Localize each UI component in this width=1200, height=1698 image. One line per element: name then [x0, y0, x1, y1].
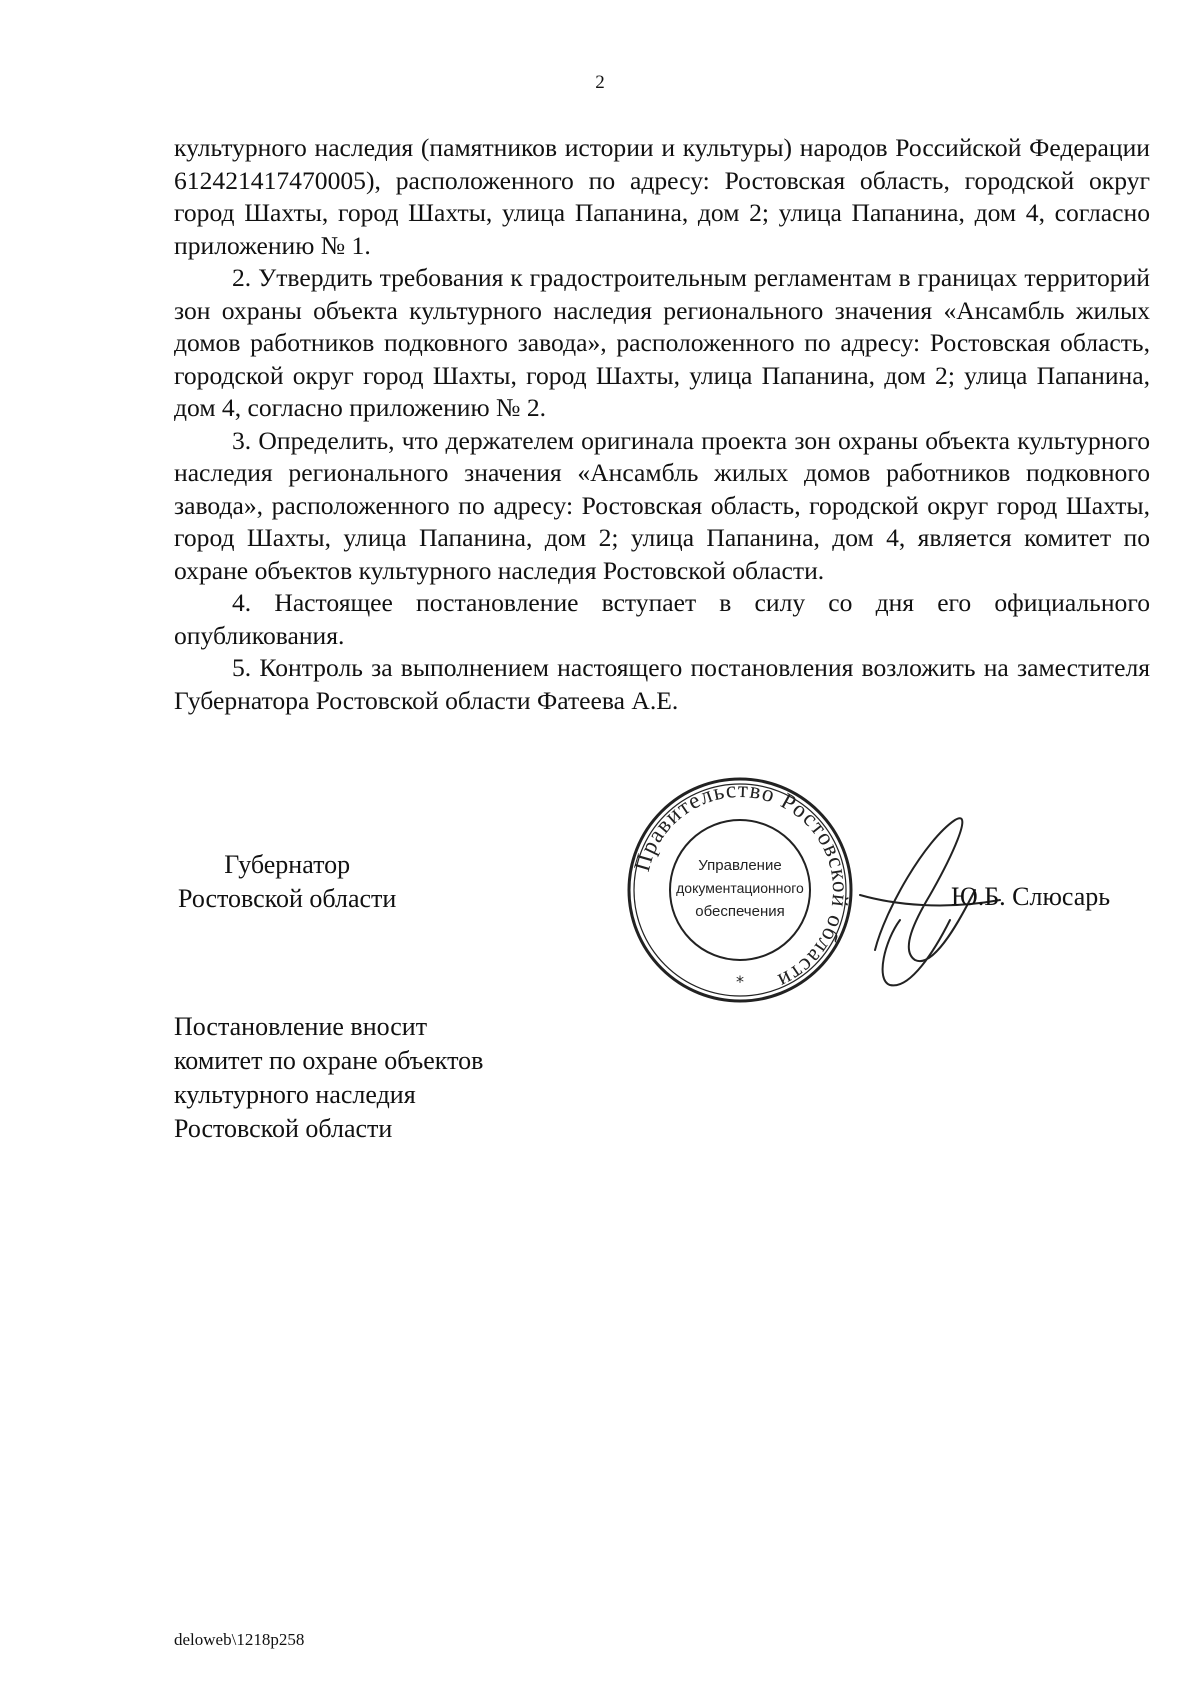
- introduced-by: [174, 1010, 483, 1146]
- signatory-title-line1: Губернатор: [224, 850, 351, 879]
- seal-inner-line2: документационного: [676, 880, 804, 896]
- official-seal-stamp: [625, 775, 855, 1005]
- paragraph-item-5: 5. Контроль за выполнением настоящего постановления возложить на заместителя Губернатора Ростовской области Фатеева А.Е.: [174, 653, 1150, 715]
- signatory-name: Ю.Б. Слюсарь: [951, 882, 1111, 911]
- document-code: deloweb\1218p258: [174, 1630, 305, 1649]
- paragraph-item-3: 3. Определить, что держателем оригинала проекта зон охраны объекта культурного наследия регионального значения «Ансамбль жилых домов работников подковного завода», расположенного по адресу: Ростовская область, городской округ город Шахты, город Шахты, улица Папанина, дом 2; улица Папанина, дом 4, является комитет по охране объектов культурного наследия Ростовской области.: [174, 425, 1150, 585]
- seal-star: *: [736, 972, 744, 991]
- seal-inner-line1: Управление: [698, 857, 782, 874]
- seal-outer-text: Правительство Ростовской области: [629, 776, 854, 995]
- signatory-title: [178, 848, 396, 916]
- introduced-by-line3: культурного наследия: [174, 1080, 416, 1109]
- signatory-title-line2: Ростовской области: [178, 884, 397, 913]
- page-number: 2: [595, 72, 605, 93]
- seal-inner-line3: обеспечения: [695, 903, 785, 920]
- paragraph-item-2: 2. Утвердить требования к градостроительным регламентам в границах территорий зон охраны объекта культурного наследия регионального значения «Ансамбль жилых домов работников подковного завода», расположенного по адресу: Ростовская область, городской округ город Шахты, город Шахты, улица Папанина, дом 2; улица Папанина, дом 4, согласно приложению № 2.: [174, 263, 1150, 422]
- document-body: [174, 132, 1150, 717]
- introduced-by-line1: Постановление вносит: [174, 1012, 428, 1041]
- paragraph-continuation: культурного наследия (памятников истории и культуры) народов Российской Федерации 612421417470005), расположенного по адресу: Ростовская область, городской округ город Шахты, город Шахты, улица Папанина, дом 2; улица Папанина, дом 4, согласно приложению № 1.: [174, 133, 1150, 260]
- introduced-by-line2: комитет по охране объектов: [174, 1046, 484, 1075]
- introduced-by-line4: Ростовской области: [174, 1114, 393, 1143]
- paragraph-item-4: 4. Настоящее постановление вступает в силу со дня его официального опубликования.: [174, 588, 1150, 650]
